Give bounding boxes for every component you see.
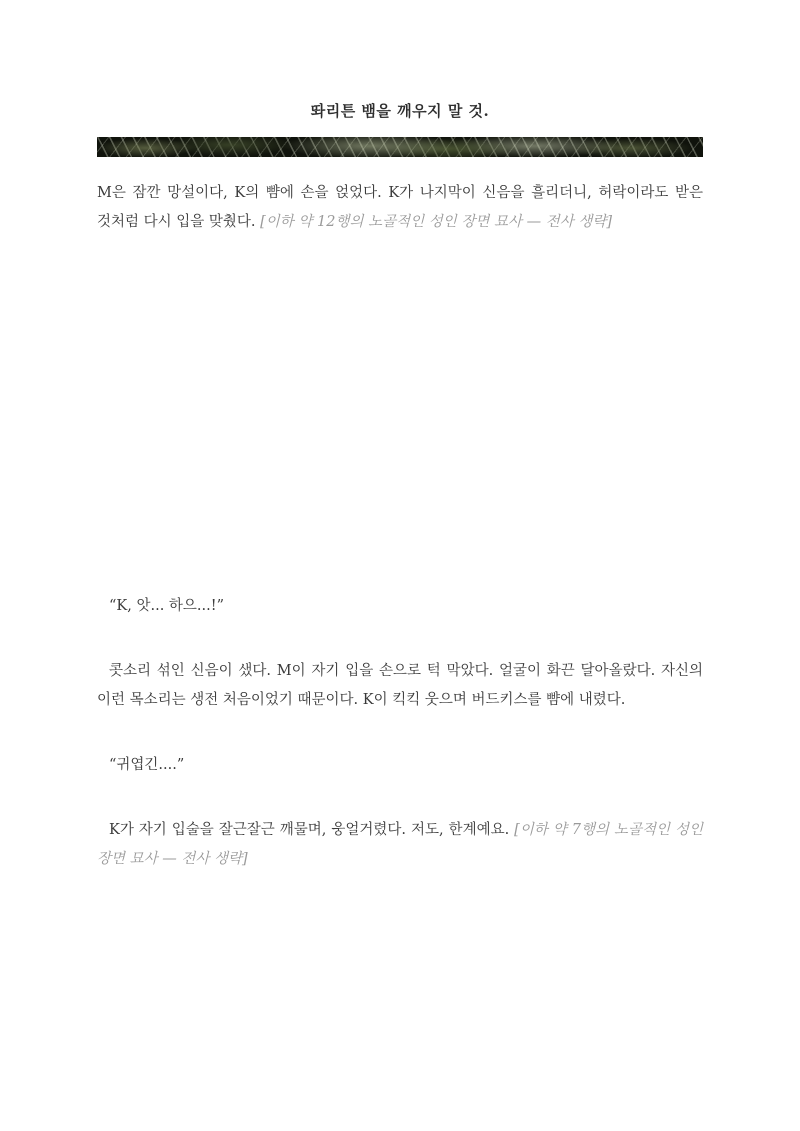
- text-column: [97, 100, 703, 1048]
- body-paragraph: 콧소리 섞인 신음이 샜다. M이 자기 입을 손으로 턱 막았다. 얼굴이 화끈 달아올랐다. 자신의 이런 목소리는 생전 처음이었기 때문이다. K이 킥킥 웃으며 버드키스를 뺨에 내렸다.: [97, 663, 703, 708]
- omitted-content-notice: [이하 약 7행의 노골적인 성인 장면 묘사 — 전사 생략]: [97, 822, 703, 867]
- paragraph-text: M은 잠깐 망설이다, K의 뺨에 손을 얹었다. K가 나지막이 신음을 흘리더니, 허락이라도 받은 것처럼 다시 입을 맞췄다.: [97, 185, 703, 230]
- dialogue-line: “귀엽긴....”: [109, 757, 185, 773]
- dialogue-line: “K, 앗... 하으...!”: [109, 598, 224, 614]
- paragraph-text: K가 자기 입술을 잘근잘근 깨물며, 웅얼거렸다. 저도, 한계예요.: [109, 822, 510, 838]
- omitted-content-notice: [이하 약 12행의 노골적인 성인 장면 묘사 — 전사 생략]: [260, 214, 613, 230]
- leaf-banner-image: [97, 137, 703, 157]
- page-title: 똬리튼 뱀을 깨우지 말 것.: [310, 102, 490, 120]
- body-paragraph: [97, 816, 703, 1048]
- body-paragraph: [97, 179, 703, 556]
